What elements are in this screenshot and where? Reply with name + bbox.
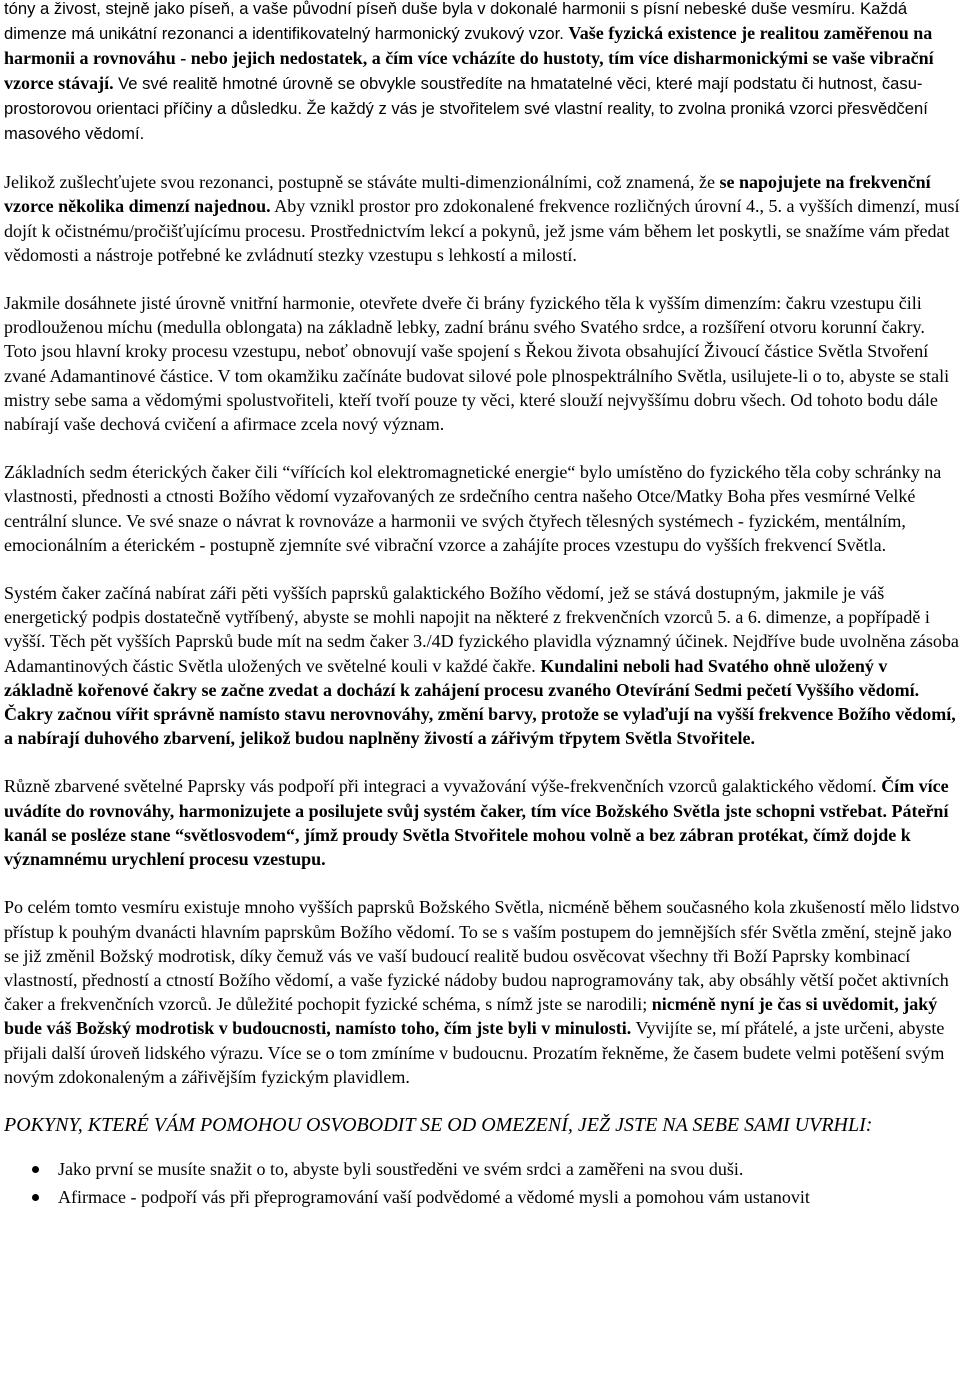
- paragraph-1-bold: Vaše fyzická existence je realitou zaměřenou na harmonii a rovnováhu - nebo jejich nedostatek, a čím více vcházíte do hustoty, tím více disharmonickými se vaše vibrační vzorce stávají.: [4, 23, 934, 93]
- paragraph-7: [4, 895, 960, 1089]
- paragraph-5-intro: Systém čaker začíná nabírat záři pěti vyšších paprsků galaktického Božího vědomí, jež se stává dostupným, jakmile je váš energetický podpis dostatečně vytříbený, abyste se mohli napojit na některé z frekvenčních vzorců 5. a 6. dimenze, a popřípadě i vyšší. Těch pět vyšších Paprsků bude mít na sedm čaker 3./4D fyzického plavidla významný účinek. Nejdříve bude uvolněna zásoba Adamantinových částic Světla uložených ve světelné kouli v každé čakře.: [4, 583, 959, 676]
- paragraph-2-rest: Aby vznikl prostor pro zdokonalené frekvence rozličných úrovní 4., 5. a vyšších dimenzí, musí dojít k očistnému/pročišťujícímu procesu. Prostřednictvím lekcí a pokynů, jež jsme vám během let poskytli, se snažíme vám předat vědomosti a nástroje potřebné ke zvládnutí stezky vzestupu s lehkostí a milostí.: [4, 196, 960, 265]
- paragraph-6-bold: Čím více uvádíte do rovnováhy, harmonizujete a posilujete svůj systém čaker, tím více Božského Světla jste schopni vstřebat. Páteřní kanál se posléze stane “světlosvodem“, jímž proudy Světla Stvořitele mohou volně a bez zábran protékat, čímž dojde k významnému urychlení procesu vzestupu.: [4, 776, 949, 870]
- list-item: Jako první se musíte snažit o to, abyste byli soustředěni ve svém srdci a zaměřeni na svou duši.: [4, 1157, 960, 1181]
- paragraph-5-bold: Kundalini neboli had Svatého ohně uložený v základně kořenové čakry se začne zvedat a dochází k zahájení procesu zvaného Otevírání Sedmi pečetí Vyššího vědomí. Čakry začnou vířit správně namísto stavu nerovnováhy, změní barvy, protože se vylaďují na vyšší frekvence Božího vědomí, a nabírají duhového zbarvení, jelikož budou naplněny živostí a zářivým třpytem Světla Stvořitele.: [4, 655, 956, 749]
- paragraph-1-rest: Ve své realitě hmotné úrovně se obvykle soustředíte na hmatatelné věci, které mají podstatu či hutnost, času-prostorovou orientaci příčiny a důsledku. Že každý z vás je stvořitelem své vlastní reality, to zvolna proniká vzorci přesvědčení masového vědomí.: [4, 73, 928, 144]
- paragraph-3: Jakmile dosáhnete jisté úrovně vnitřní harmonie, otevřete dveře či brány fyzického těla k vyšším dimenzím: čakru vzestupu čili prodlouženou míchu (medulla oblongata) na základně lebky, zadní bránu svého Svatého srdce, a rozšíření otvoru korunní čakry. Toto jsou hlavní kroky procesu vzestupu, neboť obnovují vaše spojení s Řekou života obsahující Živoucí částice Světla Stvoření zvané Adamantinové částice. V tom okamžiku začínáte budovat silové pole plnospektrálního Světla, usilujete-li o to, abyste se stali mistry sebe sama a vědomými spolustvořiteli, kteří tvoří pouze ty věci, které slouží nejvyššímu dobru všech. Od tohoto bodu dále nabírají vaše dechová cvičení a afirmace zcela nový význam.: [4, 293, 950, 435]
- paragraph-5: [4, 581, 960, 750]
- paragraph-2-bold: se napojujete na frekvenční vzorce několika dimenzí najednou.: [4, 172, 931, 217]
- list-item: Afirmace - podpoří vás při přeprogramování vaší podvědomé a vědomé mysli a pomohou vám ustanovit: [4, 1185, 960, 1209]
- bullet-list: [4, 1157, 960, 1209]
- paragraph-7-intro: Po celém tomto vesmíru existuje mnoho vyšších paprsků Božského Světla, nicméně během současného kola zkušeností mělo lidstvo přístup k pouhým dvanácti hlavním paprskům Božího vědomí. To se s vaším postupem do jemnějších sfér Světla změní, stejně jako se již změnil Božský modrotisk, díky čemuž vás ve vaší budoucí realitě budou osvěcovat všechny tři Boží Paprsky kombinací vlastností, předností a ctností Božího vědomí, a vaše fyzické nádoby budou naprogramovány tak, aby obsáhly větší počet aktivních čaker a frekvenčních vzorců. Je důležité pochopit fyzické schéma, s nímž jste se narodili;: [4, 897, 960, 1015]
- paragraph-1: [4, 0, 960, 146]
- paragraph-2-intro: Jelikož zušlechťujete svou rezonanci, postupně se stáváte multi-dimenzionálními, což znamená, že: [4, 172, 720, 193]
- paragraph-2: [4, 170, 960, 267]
- paragraph-6: [4, 774, 960, 871]
- paragraph-7-bold: nicméně nyní je čas si uvědomit, jaký bude váš Božský modrotisk v budoucnosti, namísto toho, čím jste byli v minulosti.: [4, 994, 938, 1039]
- paragraph-6-intro: Různě zbarvené světelné Paprsky vás podpoří při integraci a vyvažování výše-frekvenčních vzorců galaktického vědomí.: [4, 776, 882, 797]
- paragraph-1-intro: tóny a živost, stejně jako píseň, a vaše původní píseň duše byla v dokonalé harmonii s písní nebeské duše vesmíru. Každá dimenze má unikátní rezonanci a identifikovatelný harmonický zvukový vzor.: [4, 0, 908, 44]
- section-heading: POKYNY, KTERÉ VÁM POMOHOU OSVOBODIT SE OD OMEZENÍ, JEŽ JSTE NA SEBE SAMI UVRHLI:: [4, 1113, 873, 1136]
- paragraph-4: Základních sedm éterických čaker čili “vířících kol elektromagnetické energie“ bylo umístěno do fyzického těla coby schránky na vlastnosti, přednosti a ctnosti Božího vědomí vyzařovaných ze srdečního centra našeho Otce/Matky Boha přes vesmírné Velké centrální slunce. Ve své snaze o návrat k rovnováze a harmonii ve svých čtyřech tělesných systémech - fyzickém, mentálním, emocionálním a éterickém - postupně zjemníte své vibrační vzorce a zahájíte proces vzestupu do vyšších frekvencí Světla.: [4, 462, 942, 555]
- paragraph-7-rest: Vyvijíte se, mí přátelé, a jste určeni, abyste přijali další úroveň lidského výrazu. Více se o tom zmíníme v budoucnu. Prozatím řekněme, že časem budete velmi potěšení svým novým zdokonaleným a zářivějším fyzickým plavidlem.: [4, 1018, 945, 1087]
